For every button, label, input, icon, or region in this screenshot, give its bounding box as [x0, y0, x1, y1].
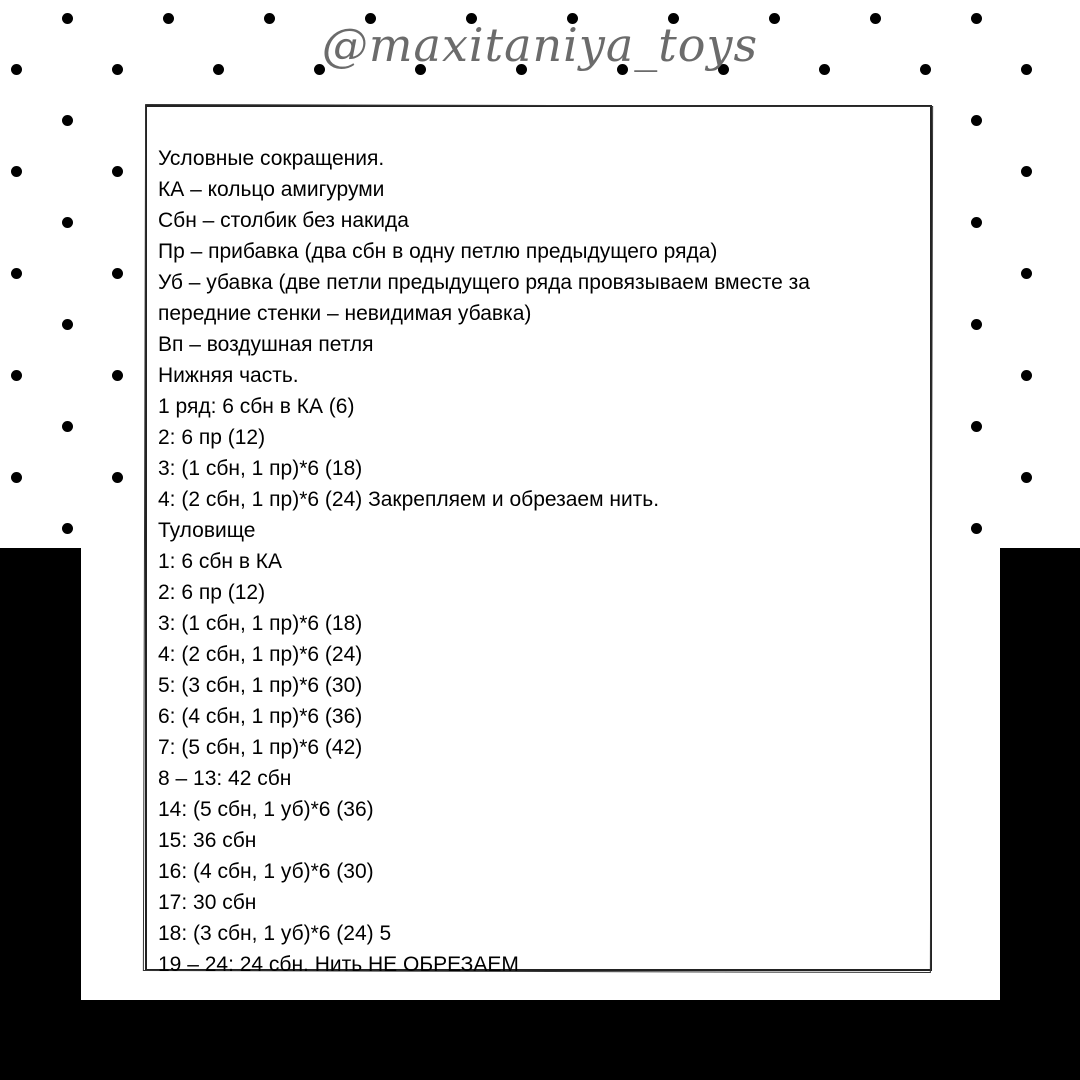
- pattern-line: 2: 6 пр (12): [158, 581, 266, 604]
- pattern-line: 1 ряд: 6 сбн в КА (6): [158, 395, 355, 418]
- polka-dot: [11, 268, 22, 279]
- pattern-line: 16: (4 сбн, 1 уб)*6 (30): [158, 860, 374, 883]
- pattern-line: КА – кольцо амигуруми: [158, 178, 385, 201]
- polka-dot: [112, 472, 123, 483]
- watermark-handle: @maxitaniya_toys: [321, 18, 759, 72]
- polka-dot: [62, 319, 73, 330]
- pattern-line: 6: (4 сбн, 1 пр)*6 (36): [158, 705, 363, 728]
- polka-dot: [1021, 268, 1032, 279]
- pattern-line: передние стенки – невидимая убавка): [158, 302, 532, 325]
- pattern-line: 2: 6 пр (12): [158, 426, 266, 449]
- polka-dot: [971, 115, 982, 126]
- pattern-line: Туловище: [158, 519, 256, 542]
- pattern-line: Пр – прибавка (два сбн в одну петлю предыдущего ряда): [158, 240, 718, 263]
- polka-dot: [11, 472, 22, 483]
- polka-dot: [971, 421, 982, 432]
- polka-dot: [112, 268, 123, 279]
- polka-dot: [62, 523, 73, 534]
- polka-dot: [1021, 166, 1032, 177]
- polka-dot: [971, 319, 982, 330]
- polka-dot: [971, 217, 982, 228]
- pattern-text: [158, 143, 922, 980]
- pattern-line: Условные сокращения.: [158, 147, 385, 170]
- pattern-line: 3: (1 сбн, 1 пр)*6 (18): [158, 457, 363, 480]
- polka-dot: [11, 370, 22, 381]
- pattern-card: [145, 105, 932, 976]
- pattern-line: 19 – 24: 24 сбн. Нить НЕ ОБРЕЗАЕМ: [158, 953, 519, 976]
- pattern-line: 17: 30 сбн: [158, 891, 257, 914]
- polka-dot: [62, 421, 73, 432]
- polka-dot: [11, 166, 22, 177]
- pattern-line: 14: (5 сбн, 1 уб)*6 (36): [158, 798, 374, 821]
- pattern-line: 1: 6 сбн в КА: [158, 550, 283, 573]
- pattern-line: 3: (1 сбн, 1 пр)*6 (18): [158, 612, 363, 635]
- pattern-line: 7: (5 сбн, 1 пр)*6 (42): [158, 736, 363, 759]
- pattern-line: 4: (2 сбн, 1 пр)*6 (24): [158, 643, 363, 666]
- polka-dot: [62, 115, 73, 126]
- polka-dot: [112, 166, 123, 177]
- polka-dot: [1021, 370, 1032, 381]
- pattern-line: Уб – убавка (две петли предыдущего ряда провязываем вместе за: [158, 271, 810, 294]
- pattern-line: 4: (2 сбн, 1 пр)*6 (24) Закрепляем и обрезаем нить.: [158, 488, 660, 511]
- polka-dot: [1021, 472, 1032, 483]
- polka-dot: [971, 523, 982, 534]
- pattern-line: Нижняя часть.: [158, 364, 299, 387]
- pattern-line: 18: (3 сбн, 1 уб)*6 (24) 5: [158, 922, 392, 945]
- pattern-line: Вп – воздушная петля: [158, 333, 374, 356]
- polka-dot: [112, 370, 123, 381]
- pattern-line: 5: (3 сбн, 1 пр)*6 (30): [158, 674, 363, 697]
- pattern-line: Сбн – столбик без накида: [158, 209, 409, 232]
- pattern-line: 15: 36 сбн: [158, 829, 257, 852]
- pattern-line: 8 – 13: 42 сбн: [158, 767, 292, 790]
- polka-dot: [62, 217, 73, 228]
